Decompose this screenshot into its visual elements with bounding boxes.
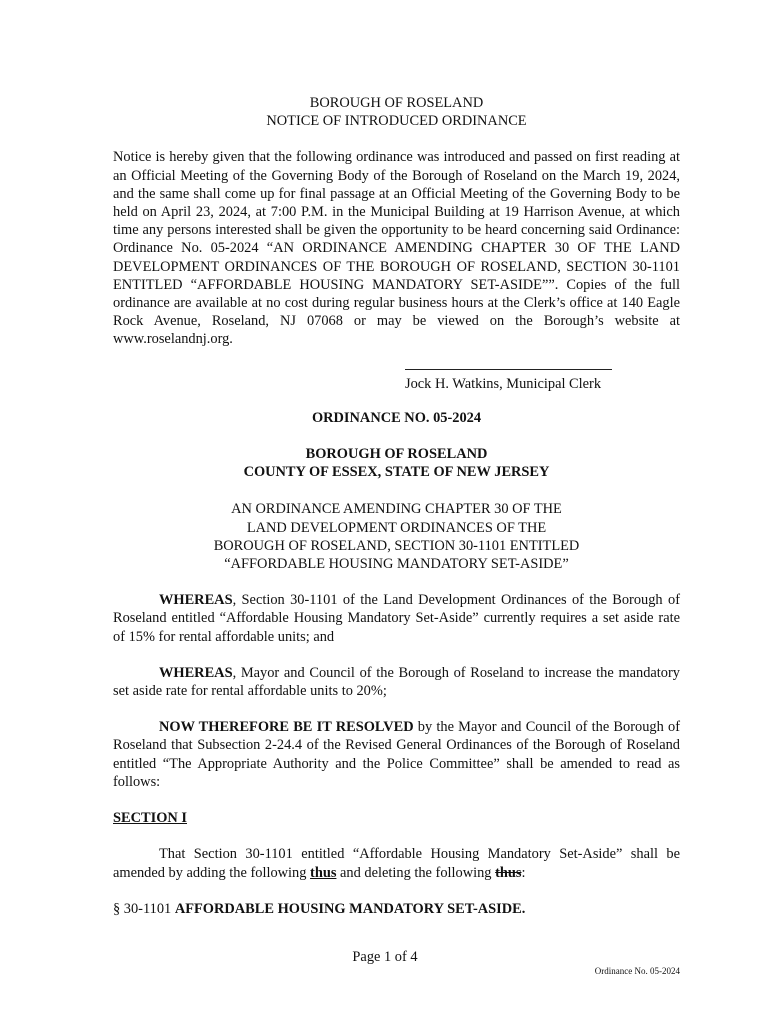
ordinance-title-line: LAND DEVELOPMENT ORDINANCES OF THE [246,519,547,536]
document-page [113,94,680,918]
ordinance-county: COUNTY OF ESSEX, STATE OF NEW JERSEY [243,464,550,481]
section-heading: SECTION I [113,810,187,827]
ordinance-number: ORDINANCE NO. 05-2024 [311,409,482,426]
subsection-heading [113,900,680,918]
resolved-lead: NOW THEREFORE BE IT RESOLVED [159,719,414,736]
whereas-lead: WHEREAS [159,592,233,609]
added-word: thus [310,864,337,881]
notice-heading-title: NOTICE OF INTRODUCED ORDINANCE [266,113,527,130]
notice-heading [113,94,680,130]
subsection-title: AFFORDABLE HOUSING MANDATORY SET-ASIDE. [174,900,526,917]
whereas-paragraph-2 [113,664,680,700]
ordinance-title [113,500,680,573]
notice-body: Notice is hereby given that the following ordinance was introduced and passed on first reading at an Official Meeting of the Governing Body of the Borough of Roseland on the March 19, 2024, and the same shall come up for final passage at an Official Meeting of the Governing Body to be held on April 23, 2024, at 7:00 P.M. in the Municipal Building at 19 Harrison Avenue, at which time any persons interested shall be given the opportunity to be heard concerning said Ordinance: Ordinance No. 05-2024 “AN ORDINANCE AMENDING CHAPTER 30 OF THE LAND DEVELOPMENT ORDINANCES OF THE BOROUGH OF ROSELAND, SECTION 30-1101 ENTITLED “AFFORDABLE HOUSING MANDATORY SET-ASIDE””. Copies of the full ordinance are available at no cost during regular business hours at the Clerk’s office at 140 Eagle Rock Avenue, Roseland, NJ 07068 or may be viewed on the Borough’s website at www.roselandnj.org. [113,149,680,348]
ordinance-title-line: “AFFORDABLE HOUSING MANDATORY SET-ASIDE” [224,556,569,573]
signature-line [405,369,612,370]
ordinance-borough: BOROUGH OF ROSELAND [305,446,488,463]
resolved-paragraph [113,718,680,791]
whereas-text: , Mayor and Council of the Borough of Roseland to increase the mandatory set aside rate for rental affordable units to 20%; [113,664,680,700]
ordinance-jurisdiction [113,445,680,481]
section-text: : [521,864,526,881]
signature-block [405,369,680,393]
notice-heading-borough: BOROUGH OF ROSELAND [309,95,484,111]
page-number: Page 1 of 4 [352,949,418,965]
deleted-word: thus [495,864,522,881]
footer-ordinance-ref: Ordinance No. 05-2024 [594,966,680,976]
subsection-symbol: § 30-1101 [113,900,175,917]
section-text: and deleting the following [336,864,496,881]
whereas-text: , Section 30-1101 of the Land Development Ordinances of the Borough of Roseland entitled “Affordable Housing Mandatory Set-Aside” currently requires a set aside rate of 15% for rental affordable units; and [113,592,680,645]
ordinance-title-line: BOROUGH OF ROSELAND, SECTION 30-1101 ENTITLED [213,537,580,554]
whereas-lead: WHEREAS [159,664,233,681]
resolved-text: by the Mayor and Council of the Borough of Roseland that Subsection 2-24.4 of the Revised General Ordinances of the Borough of Roseland entitled “The Appropriate Authority and the Police Committee” shall be amended to read as follows: [113,719,680,790]
section-text: That Section 30-1101 entitled “Affordable Housing Mandatory Set-Aside” shall be amended by adding the following [113,846,680,881]
ordinance-title-line: AN ORDINANCE AMENDING CHAPTER 30 OF THE [231,501,562,518]
section-paragraph [113,845,680,881]
signature-name: Jock H. Watkins, Municipal Clerk [405,375,602,392]
whereas-paragraph-1 [113,591,680,646]
